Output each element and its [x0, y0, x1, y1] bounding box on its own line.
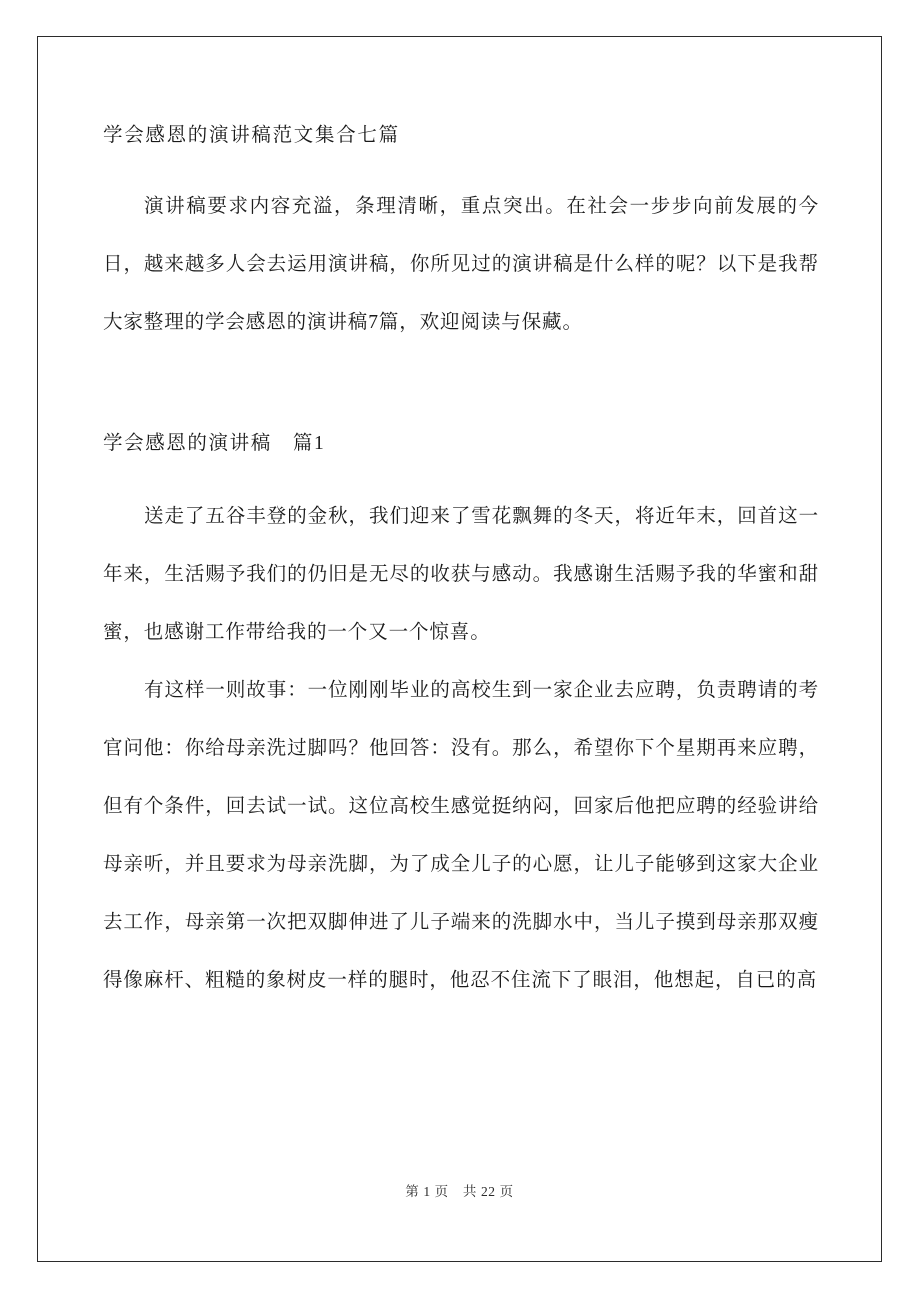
intro-paragraph: 演讲稿要求内容充溢，条理清晰，重点突出。在社会一步步向前发展的今日，越来越多人会去运用演讲稿，你所见过的演讲稿是什么样的呢？以下是我帮大家整理的学会感恩的演讲稿7篇，欢迎阅读与保藏。 [103, 196, 819, 333]
heading-spacer [103, 466, 819, 488]
title-spacer [103, 156, 819, 178]
section-heading: 学会感恩的演讲稿 篇1 [103, 433, 326, 454]
page-footer: 第 1 页 共 22 页 [405, 1184, 514, 1199]
document-content [103, 116, 819, 1010]
section-spacer [103, 352, 819, 422]
body-paragraph-1: 送走了五谷丰登的金秋，我们迎来了雪花飘舞的冬天，将近年末，回首这一年来，生活赐予我们的仍旧是无尽的收获与感动。我感谢生活赐予我的华蜜和甜蜜，也感谢工作带给我的一个又一个惊喜。 [103, 506, 819, 643]
body-paragraph-2: 有这样一则故事：一位刚刚毕业的高校生到一家企业去应聘，负责聘请的考官问他：你给母亲洗过脚吗？他回答：没有。那么，希望你下个星期再来应聘，但有个条件，回去试一试。这位高校生感觉挺纳闷，回家后他把应聘的经验讲给母亲听，并且要求为母亲洗脚，为了成全儿子的心愿，让儿子能够到这家大企业去工作，母亲第一次把双脚伸进了儿子端来的洗脚水中，当儿子摸到母亲那双瘦得像麻杆、粗糙的象树皮一样的腿时，他忍不住流下了眼泪，他想起，自已的高 [103, 680, 819, 991]
page-title: 学会感恩的演讲稿范文集合七篇 [103, 125, 400, 146]
